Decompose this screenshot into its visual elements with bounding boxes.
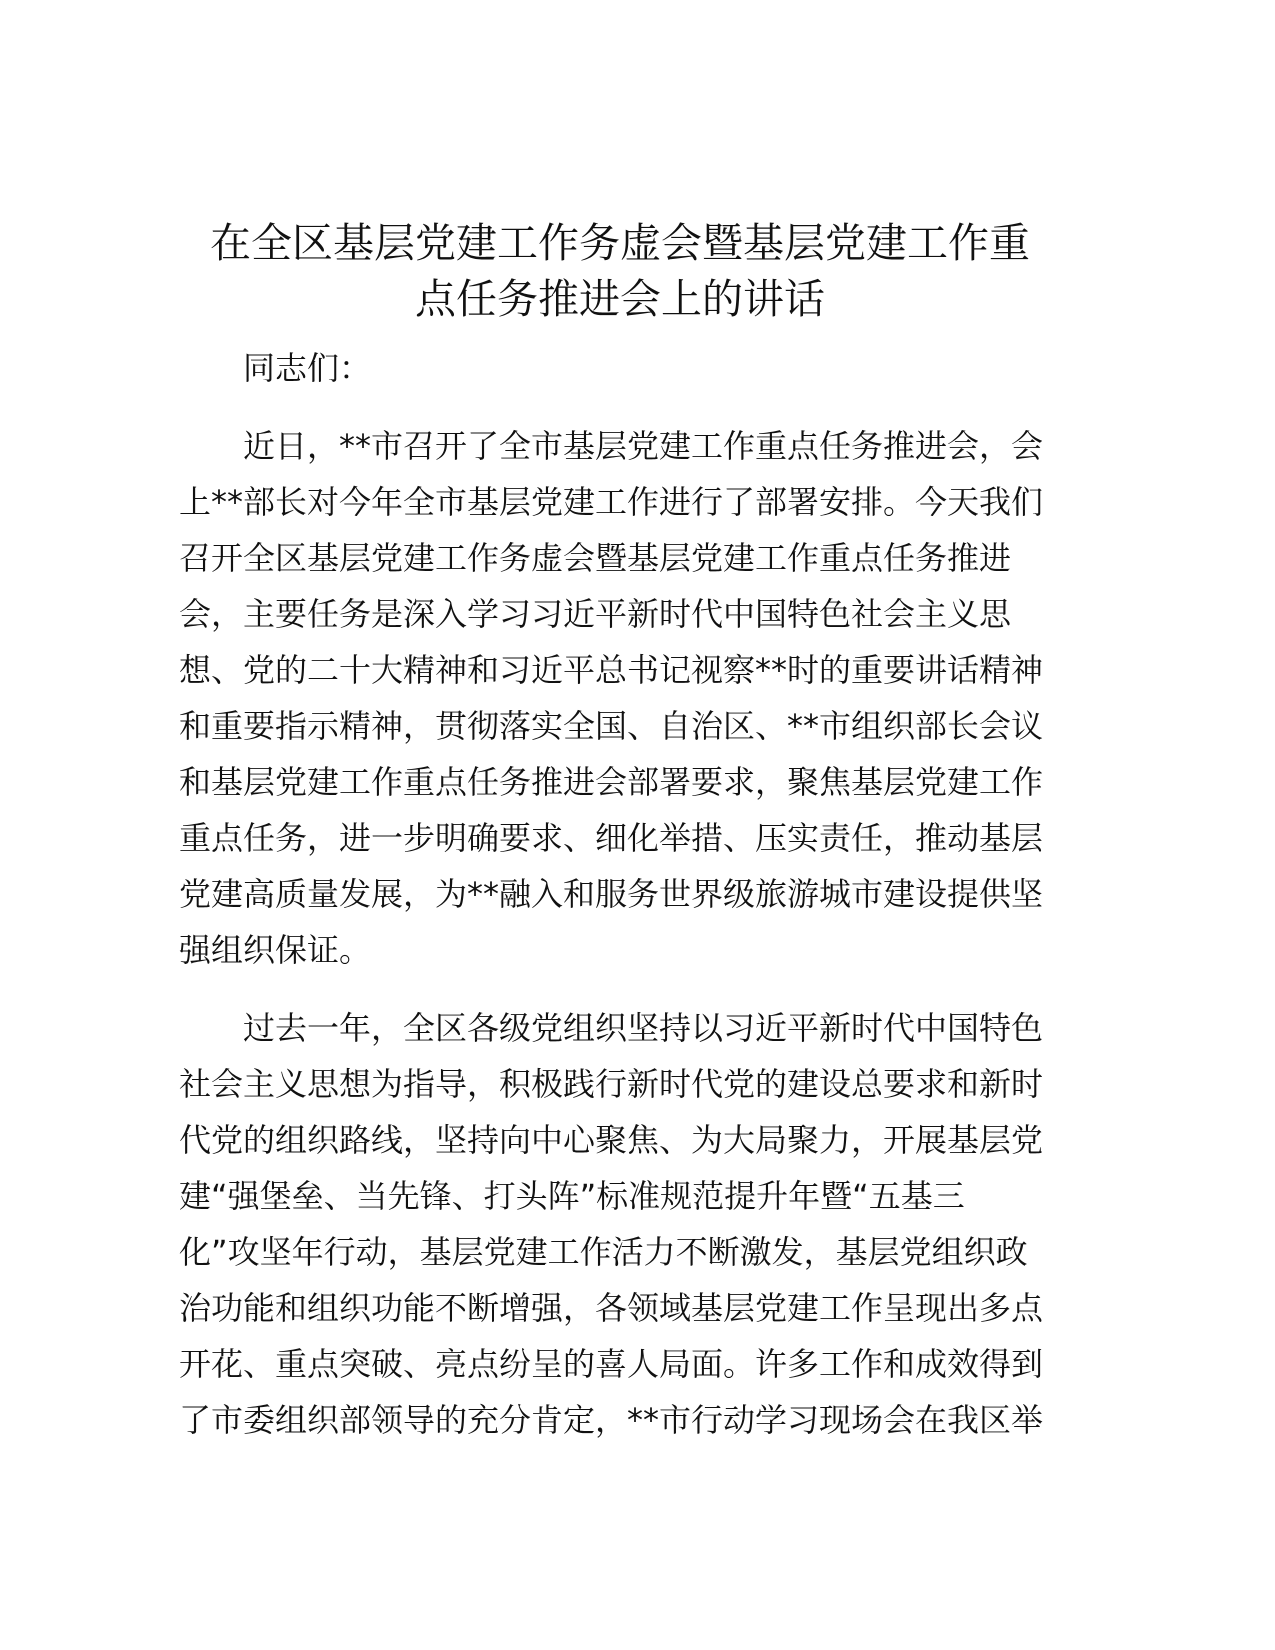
paragraph-line: 会，主要任务是深入学习习近平新时代中国特色社会主义思 xyxy=(179,595,1012,633)
title-line: 在全区基层党建工作务虚会暨基层党建工作重 xyxy=(210,219,1030,267)
paragraph-line: 党建高质量发展，为**融入和服务世界级旅游城市建设提供坚 xyxy=(179,875,1044,913)
paragraph-2 xyxy=(179,1000,1059,1448)
paragraph-line: 近日，**市召开了全市基层党建工作重点任务推进会，会 xyxy=(243,427,1044,465)
paragraph-line: 上**部长对今年全市基层党建工作进行了部署安排。今天我们 xyxy=(179,483,1044,521)
paragraph-line: 重点任务，进一步明确要求、细化举措、压实责任，推动基层 xyxy=(179,819,1044,857)
paragraph-line: 和基层党建工作重点任务推进会部署要求，聚焦基层党建工作 xyxy=(179,763,1044,801)
paragraph-line: 治功能和组织功能不断增强，各领域基层党建工作呈现出多点 xyxy=(179,1289,1044,1327)
paragraph-line: 社会主义思想为指导，积极践行新时代党的建设总要求和新时 xyxy=(179,1065,1044,1103)
paragraph-line: 建“强堡垒、当先锋、打头阵”标准规范提升年暨“五基三 xyxy=(179,1177,965,1215)
title-line: 点任务推进会上的讲话 xyxy=(415,275,825,323)
paragraph-line: 召开全区基层党建工作务虚会暨基层党建工作重点任务推进 xyxy=(179,539,1012,577)
paragraph-line: 强组织保证。 xyxy=(179,931,372,969)
paragraph-line: 代党的组织路线，坚持向中心聚焦、为大局聚力，开展基层党 xyxy=(179,1121,1044,1159)
paragraph-line: 开花、重点突破、亮点纷呈的喜人局面。许多工作和成效得到 xyxy=(179,1345,1044,1383)
paragraph-line: 和重要指示精神，贯彻落实全国、自治区、**市组织部长会议 xyxy=(179,707,1044,745)
paragraph-line: 过去一年，全区各级党组织坚持以习近平新时代中国特色 xyxy=(243,1009,1044,1047)
document-body xyxy=(179,340,1059,1448)
greeting-text: 同志们： xyxy=(243,349,372,387)
paragraph-line: 化”攻坚年行动，基层党建工作活力不断激发，基层党组织政 xyxy=(179,1233,1028,1271)
document-title xyxy=(180,215,1060,327)
paragraph-1 xyxy=(179,418,1059,978)
greeting xyxy=(179,340,1059,396)
paragraph-line: 想、党的二十大精神和习近平总书记视察**时的重要讲话精神 xyxy=(179,651,1044,689)
paragraph-line: 了市委组织部领导的充分肯定，**市行动学习现场会在我区举 xyxy=(179,1401,1044,1439)
